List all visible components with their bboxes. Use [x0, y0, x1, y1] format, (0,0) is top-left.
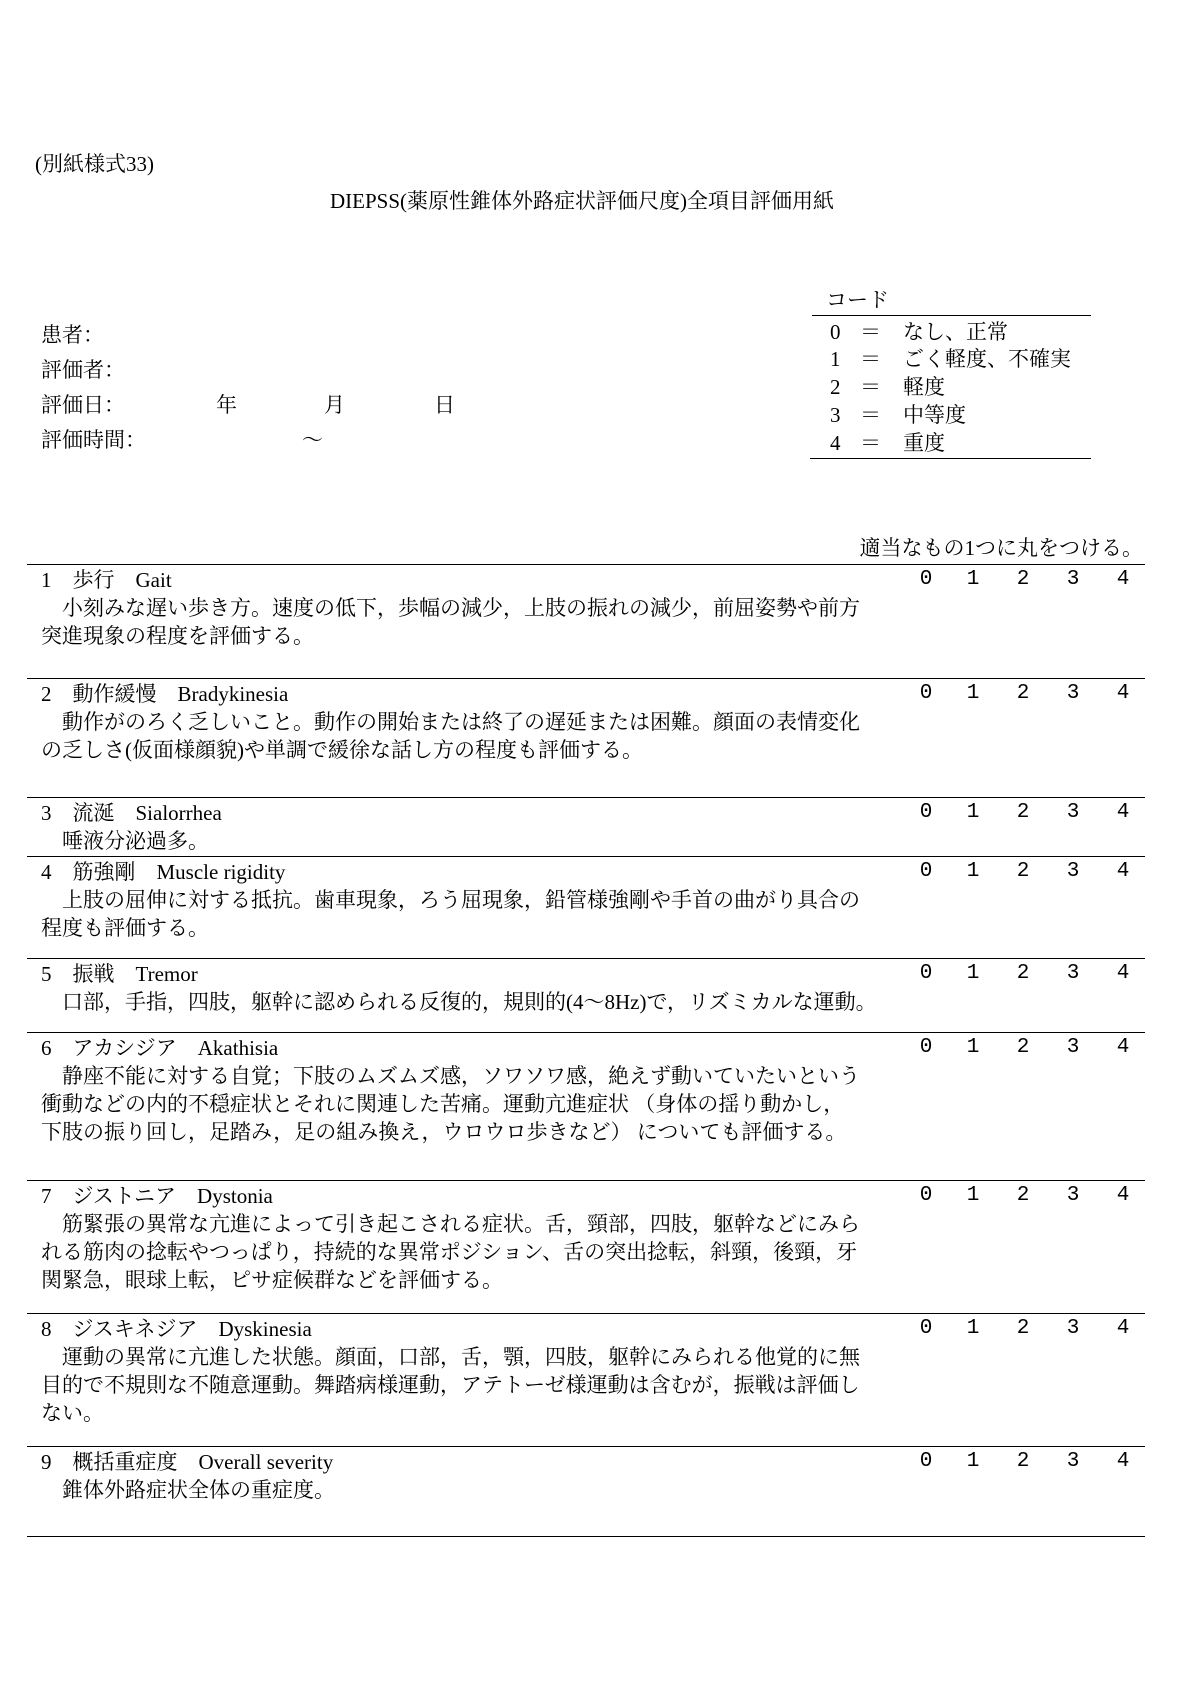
score-option-3[interactable]: 3 — [1066, 962, 1080, 985]
score-option-2[interactable]: 2 — [1016, 1036, 1030, 1059]
item-description: 動作がのろく乏しいこと。動作の開始または終了の遅延または困難。顔面の表情変化 — [41, 710, 860, 734]
code-label: なし、正常 — [903, 320, 1008, 344]
code-value: 1 — [830, 347, 841, 371]
score-option-2[interactable]: 2 — [1016, 860, 1030, 883]
score-option-1[interactable]: 1 — [966, 1450, 980, 1473]
item-heading: 3 流涎 Sialorrhea — [41, 801, 222, 825]
item-description: 上肢の屈伸に対する抵抗。歯車現象，ろう屈現象，鉛管様強剛や手首の曲がり具合の — [41, 888, 860, 912]
row-divider — [27, 958, 1145, 959]
item-heading: 5 振戦 Tremor — [41, 962, 198, 986]
form-number: (別紙様式33) — [35, 152, 154, 176]
equals-sign: ＝ — [860, 375, 881, 399]
item-heading: 8 ジスキネジア Dyskinesia — [41, 1317, 312, 1341]
score-option-4[interactable]: 4 — [1116, 568, 1130, 591]
item-heading: 4 筋強剛 Muscle rigidity — [41, 860, 286, 884]
score-option-0[interactable]: 0 — [919, 860, 933, 883]
score-option-2[interactable]: 2 — [1016, 1317, 1030, 1340]
code-label: 中等度 — [903, 403, 966, 427]
item-description: 衝動などの内的不穏症状とそれに関連した苦痛。運動亢進症状 （身体の揺り動かし， — [41, 1092, 845, 1116]
row-divider — [27, 1313, 1145, 1314]
year-label: 年 — [216, 393, 237, 417]
score-option-3[interactable]: 3 — [1066, 801, 1080, 824]
item-description: 下肢の振り回し，足踏み，足の組み換え，ウロウロ歩きなど） についても評価する。 — [41, 1120, 847, 1144]
instruction-text: 適当なもの1つに丸をつける。 — [859, 536, 1143, 560]
score-option-3[interactable]: 3 — [1066, 682, 1080, 705]
item-description: 運動の異常に亢進した状態。顔面，口部，舌，顎，四肢，躯幹にみられる他覚的に無 — [41, 1345, 860, 1369]
item-description: ない。 — [41, 1401, 104, 1425]
date-label: 評価日： — [41, 393, 125, 417]
item-heading: 2 動作緩慢 Bradykinesia — [41, 682, 289, 706]
score-option-4[interactable]: 4 — [1116, 1450, 1130, 1473]
item-description: 程度も評価する。 — [41, 916, 209, 940]
score-option-2[interactable]: 2 — [1016, 682, 1030, 705]
code-legend-header: コード — [826, 288, 889, 312]
score-option-1[interactable]: 1 — [966, 801, 980, 824]
code-label: 重度 — [903, 431, 945, 455]
time-label: 評価時間： — [41, 428, 146, 452]
item-description: 口部，手指，四肢，躯幹に認められる反復的，規則的(4～8Hz)で，リズミカルな運動。 — [41, 990, 877, 1014]
score-option-0[interactable]: 0 — [919, 1317, 933, 1340]
score-option-3[interactable]: 3 — [1066, 860, 1080, 883]
patient-label: 患者： — [41, 323, 104, 347]
score-option-2[interactable]: 2 — [1016, 568, 1030, 591]
item-description: 突進現象の程度を評価する。 — [41, 624, 314, 648]
row-divider — [27, 1032, 1145, 1033]
score-option-4[interactable]: 4 — [1116, 801, 1130, 824]
score-option-0[interactable]: 0 — [919, 682, 933, 705]
code-value: 3 — [830, 403, 841, 427]
score-option-2[interactable]: 2 — [1016, 1184, 1030, 1207]
code-value: 2 — [830, 375, 841, 399]
score-option-0[interactable]: 0 — [919, 962, 933, 985]
code-value: 0 — [830, 320, 841, 344]
score-option-4[interactable]: 4 — [1116, 1036, 1130, 1059]
code-label: ごく軽度、不確実 — [903, 347, 1071, 371]
score-option-0[interactable]: 0 — [919, 801, 933, 824]
divider — [810, 458, 1091, 459]
item-heading: 9 概括重症度 Overall severity — [41, 1450, 334, 1474]
score-option-4[interactable]: 4 — [1116, 1317, 1130, 1340]
score-option-4[interactable]: 4 — [1116, 682, 1130, 705]
score-option-2[interactable]: 2 — [1016, 962, 1030, 985]
equals-sign: ＝ — [860, 403, 881, 427]
score-option-1[interactable]: 1 — [966, 682, 980, 705]
score-option-0[interactable]: 0 — [919, 1184, 933, 1207]
equals-sign: ＝ — [860, 347, 881, 371]
score-option-4[interactable]: 4 — [1116, 1184, 1130, 1207]
score-option-3[interactable]: 3 — [1066, 568, 1080, 591]
score-option-2[interactable]: 2 — [1016, 1450, 1030, 1473]
score-option-1[interactable]: 1 — [966, 860, 980, 883]
item-description: 目的で不規則な不随意運動。舞踏病様運動，アテトーゼ様運動は含むが，振戦は評価し — [41, 1373, 860, 1397]
item-description: れる筋肉の捻転やつっぱり，持続的な異常ポジション、舌の突出捻転，斜頸，後頸，牙 — [41, 1240, 858, 1264]
score-option-4[interactable]: 4 — [1116, 860, 1130, 883]
row-divider — [27, 678, 1145, 679]
month-label: 月 — [324, 393, 345, 417]
row-divider — [27, 1180, 1145, 1181]
item-description: 錐体外路症状全体の重症度。 — [41, 1478, 335, 1502]
score-option-2[interactable]: 2 — [1016, 801, 1030, 824]
item-description: 小刻みな遅い歩き方。速度の低下，歩幅の減少，上肢の振れの減少，前屈姿勢や前方 — [41, 596, 860, 620]
score-option-1[interactable]: 1 — [966, 1036, 980, 1059]
page-title: DIEPSS(薬原性錐体外路症状評価尺度)全項目評価用紙 — [330, 189, 835, 213]
score-option-0[interactable]: 0 — [919, 1036, 933, 1059]
item-description: の乏しさ(仮面様顔貌)や単調で緩徐な話し方の程度も評価する。 — [41, 738, 643, 762]
score-option-1[interactable]: 1 — [966, 1317, 980, 1340]
score-option-1[interactable]: 1 — [966, 568, 980, 591]
score-option-3[interactable]: 3 — [1066, 1317, 1080, 1340]
code-value: 4 — [830, 431, 841, 455]
divider — [812, 315, 1091, 316]
score-option-3[interactable]: 3 — [1066, 1036, 1080, 1059]
item-heading: 7 ジストニア Dystonia — [41, 1184, 273, 1208]
score-option-0[interactable]: 0 — [919, 1450, 933, 1473]
score-option-3[interactable]: 3 — [1066, 1450, 1080, 1473]
row-divider — [27, 856, 1145, 857]
time-separator: ～ — [302, 428, 323, 452]
score-option-1[interactable]: 1 — [966, 1184, 980, 1207]
equals-sign: ＝ — [860, 320, 881, 344]
item-heading: 6 アカシジア Akathisia — [41, 1036, 279, 1060]
row-divider — [27, 1446, 1145, 1447]
item-description: 唾液分泌過多。 — [41, 829, 209, 853]
code-label: 軽度 — [903, 375, 945, 399]
item-heading: 1 歩行 Gait — [41, 568, 172, 592]
item-description: 筋緊張の異常な亢進によって引き起こされる症状。舌，頸部，四肢，躯幹などにみら — [41, 1212, 860, 1236]
row-divider — [27, 797, 1145, 798]
rater-label: 評価者： — [41, 358, 125, 382]
table-bottom-border — [27, 1536, 1145, 1537]
item-description: 関緊急，眼球上転，ピサ症候群などを評価する。 — [41, 1268, 503, 1292]
equals-sign: ＝ — [860, 431, 881, 455]
score-option-3[interactable]: 3 — [1066, 1184, 1080, 1207]
day-label: 日 — [434, 393, 455, 417]
item-description: 静座不能に対する自覚；下肢のムズムズ感，ソワソワ感，絶えず動いていたいという — [41, 1064, 860, 1088]
score-option-1[interactable]: 1 — [966, 962, 980, 985]
row-divider — [27, 564, 1145, 565]
score-option-0[interactable]: 0 — [919, 568, 933, 591]
score-option-4[interactable]: 4 — [1116, 962, 1130, 985]
